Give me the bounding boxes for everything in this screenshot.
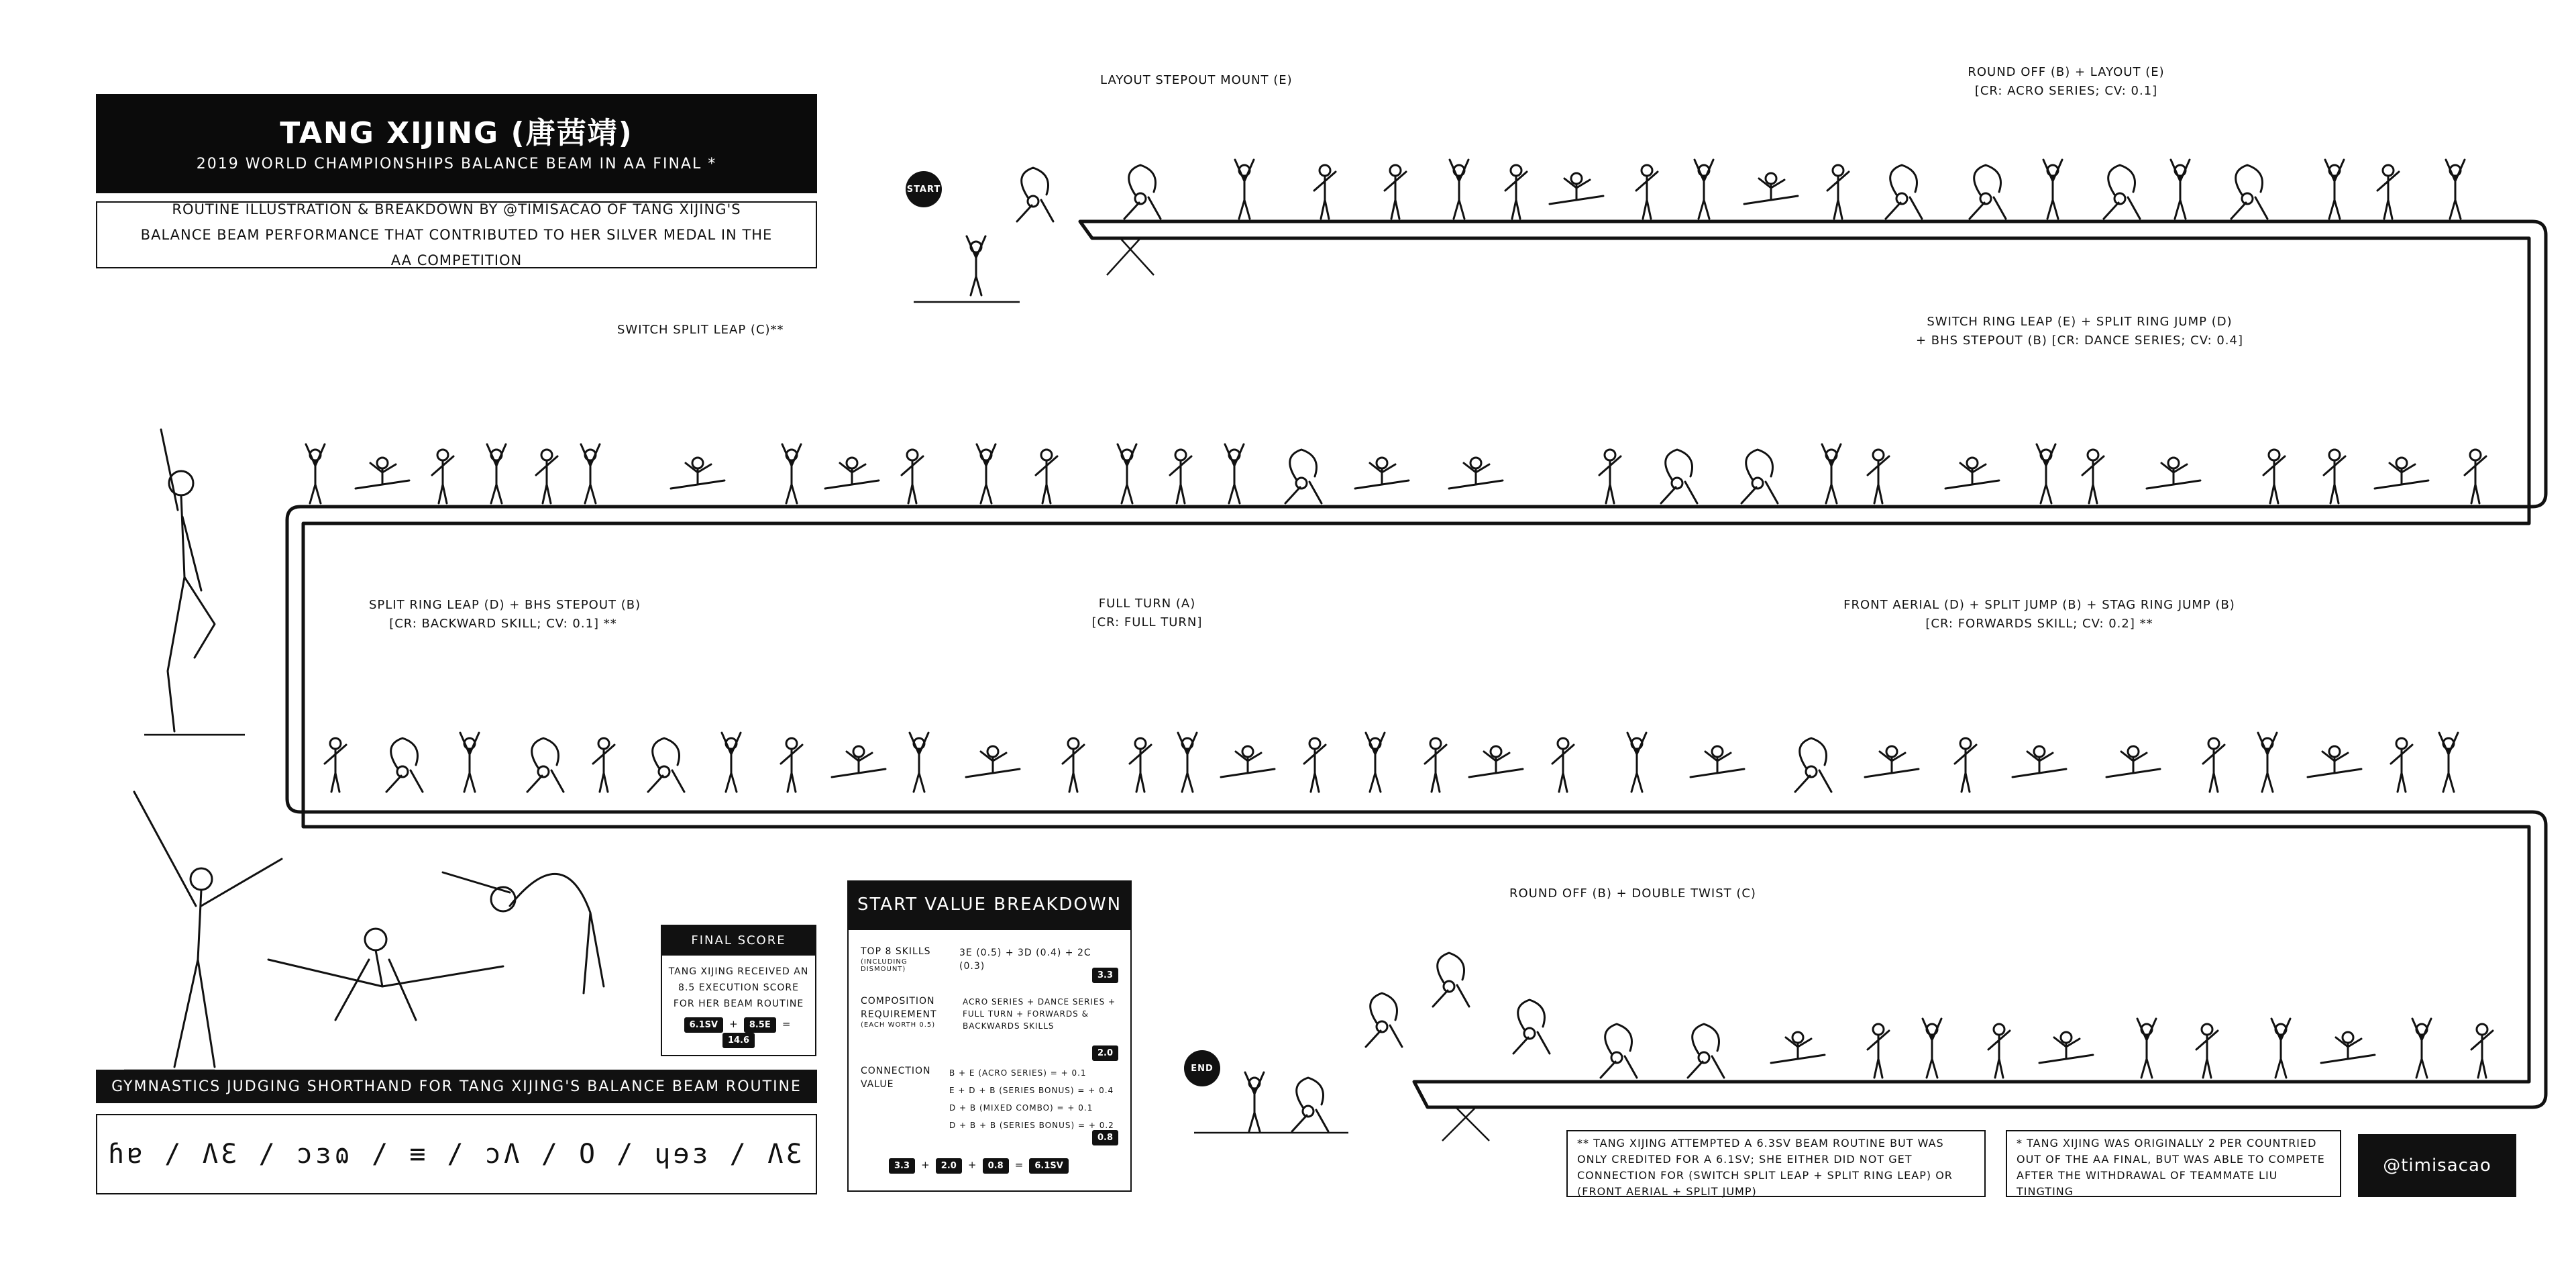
large-pose-left (161, 429, 215, 731)
final-score-sv: 6.1SV (684, 1017, 723, 1033)
sv-comp-label: COMPOSITION REQUIREMENT (861, 996, 937, 1020)
shorthand-text: ɦɐ / ɅƐ / ɔɜɷ / ≡ / ɔɅ / O / ɥɘɜ / ɅƐ (107, 1139, 806, 1170)
row2-figures (306, 444, 2486, 503)
final-score-equals: = (782, 1018, 791, 1030)
end-marker: END (1184, 1050, 1220, 1086)
sv-comp-label-group (861, 994, 955, 1029)
label-split-ring-cr: [CR: BACKWARD SKILL; CV: 0.1] ** (389, 617, 617, 631)
large-pose-leap (268, 929, 503, 1020)
label-front-aerial-title: FRONT AERIAL (D) + SPLIT JUMP (B) + STAG RING JUMP (B) (1843, 598, 2235, 612)
label-roundoff-layout-cr: [CR: ACRO SERIES; CV: 0.1] (1974, 84, 2158, 98)
sv-sum-equals: = (1014, 1159, 1024, 1171)
sv-top8-value: 3E (0.5) + 3D (0.4) + 2C (0.3) (959, 948, 1091, 972)
label-front-aerial (1798, 596, 2281, 633)
label-dismount: ROUND OFF (B) + DOUBLE TWIST (C) (1509, 886, 1756, 901)
sv-cv-lines (949, 1064, 1124, 1134)
label-roundoff-layout (1898, 63, 2234, 101)
final-score-equation (667, 1017, 810, 1048)
final-score-e: 8.5E (744, 1017, 776, 1033)
page-subtitle: 2019 WORLD CHAMPIONSHIPS BALANCE BEAM IN AA FINAL * (196, 156, 717, 172)
label-roundoff-layout-title: ROUND OFF (B) + LAYOUT (E) (1968, 65, 2165, 79)
label-switch-ring-line1: SWITCH RING LEAP (E) + SPLIT RING JUMP (D) (1927, 315, 2233, 329)
final-score-body (661, 956, 816, 1056)
shorthand-heading: GYMNASTICS JUDGING SHORTHAND FOR TANG XIJING'S BALANCE BEAM ROUTINE (96, 1070, 817, 1103)
start-value-heading: START VALUE BREAKDOWN (847, 880, 1132, 929)
label-layout-mount: LAYOUT STEPOUT MOUNT (E) (1100, 73, 1293, 87)
sv-top8-label-group (861, 945, 955, 973)
sv-cv-line: E + D + B (SERIES BONUS) = + 0.4 (949, 1086, 1114, 1095)
sv-sum-plus: + (921, 1159, 930, 1171)
sv-cv-line: D + B (MIXED COMBO) = + 0.1 (949, 1103, 1093, 1113)
beam-legs-bottom (1442, 1107, 1489, 1141)
sv-comp-sub: (EACH WORTH 0.5) (861, 1021, 936, 1029)
large-pose-backbend (443, 872, 604, 993)
footnote-single-star: * TANG XIJING WAS ORIGINALLY 2 PER COUNTRIED OUT OF THE AA FINAL, BUT WAS ABLE TO COMPETE AFTER THE WITHDRAWAL OF TEAMMATE LIU TINGTING (2006, 1130, 2341, 1197)
shorthand-box (96, 1114, 817, 1194)
page-title: TANG XIJING (唐茜靖) (280, 116, 633, 150)
label-full-turn-title: FULL TURN (A) (1098, 597, 1196, 611)
label-switch-ring (1872, 313, 2288, 350)
label-switch-ring-line2: + BHS STEPOUT (B) [CR: DANCE SERIES; CV: 0.4] (1915, 334, 2244, 348)
author-handle[interactable]: @timisacao (2358, 1134, 2516, 1197)
sv-cv-line: B + E (ACRO SERIES) = + 0.1 (949, 1068, 1087, 1078)
final-score-plus: + (729, 1018, 738, 1030)
intro-box (96, 201, 817, 268)
row1-figures (967, 160, 2465, 295)
row3-figures (325, 733, 2458, 792)
intro-text: ROUTINE ILLUSTRATION & BREAKDOWN BY @TIMISACAO OF TANG XIJING'S BALANCE BEAM PERFORMANCE THAT CONTRIBUTED TO HER SILVER MEDAL IN THE AA COMPETITION (140, 201, 773, 268)
sv-cv-line: D + B + B (SERIES BONUS) = + 0.2 (949, 1121, 1114, 1130)
label-full-turn (1087, 595, 1208, 632)
label-front-aerial-cr: [CR: FORWARDS SKILL; CV: 0.2] ** (1925, 617, 2153, 631)
beam-path (287, 221, 2546, 1107)
label-full-turn-cr: [CR: FULL TURN] (1091, 615, 1203, 629)
sv-sum-total: 6.1SV (1029, 1158, 1068, 1174)
sv-sum-plus: + (967, 1159, 977, 1171)
sv-cv-label: CONNECTION VALUE (861, 1066, 931, 1090)
final-score-total: 14.6 (722, 1033, 755, 1048)
sv-top8-total: 3.3 (1092, 968, 1118, 983)
label-split-ring-title: SPLIT RING LEAP (D) + BHS STEPOUT (B) (369, 598, 641, 612)
sv-sum-equation (889, 1158, 1069, 1174)
label-switch-split: SWITCH SPLIT LEAP (C)** (617, 323, 784, 337)
sv-comp-value: ACRO SERIES + DANCE SERIES + FULL TURN + FORWARDS & BACKWARDS SKILLS (963, 997, 1116, 1031)
title-banner (96, 94, 817, 193)
sv-comp-total: 2.0 (1092, 1045, 1118, 1061)
footnote-double-star: ** TANG XIJING ATTEMPTED A 6.3SV BEAM ROUTINE BUT WAS ONLY CREDITED FOR A 6.1SV; SHE EITHER DID NOT GET CONNECTION FOR (SWITCH SPLIT LEAP + SPLIT RING LEAP) OR (FRONT AERIAL + SPLIT JUMP) (1566, 1130, 1986, 1197)
final-score-heading: FINAL SCORE (661, 925, 816, 956)
sv-sum-top8: 3.3 (889, 1158, 915, 1174)
final-score-text: TANG XIJING RECEIVED AN 8.5 EXECUTION SCORE FOR HER BEAM ROUTINE (668, 966, 809, 1009)
sv-top8-label: TOP 8 SKILLS (861, 946, 931, 957)
final-score-panel (661, 925, 816, 1056)
large-pose-bottom-left (134, 792, 282, 1067)
start-marker: START (906, 171, 942, 207)
label-split-ring (369, 596, 641, 633)
sv-top8-sub: (INCLUDING DISMOUNT) (861, 958, 908, 973)
beam-legs-top (1107, 238, 1154, 275)
sv-sum-comp: 2.0 (936, 1158, 962, 1174)
start-value-panel (847, 929, 1132, 1192)
sv-sum-cv: 0.8 (983, 1158, 1009, 1174)
row4-figures (1245, 953, 2493, 1131)
sv-cv-total: 0.8 (1092, 1130, 1118, 1145)
